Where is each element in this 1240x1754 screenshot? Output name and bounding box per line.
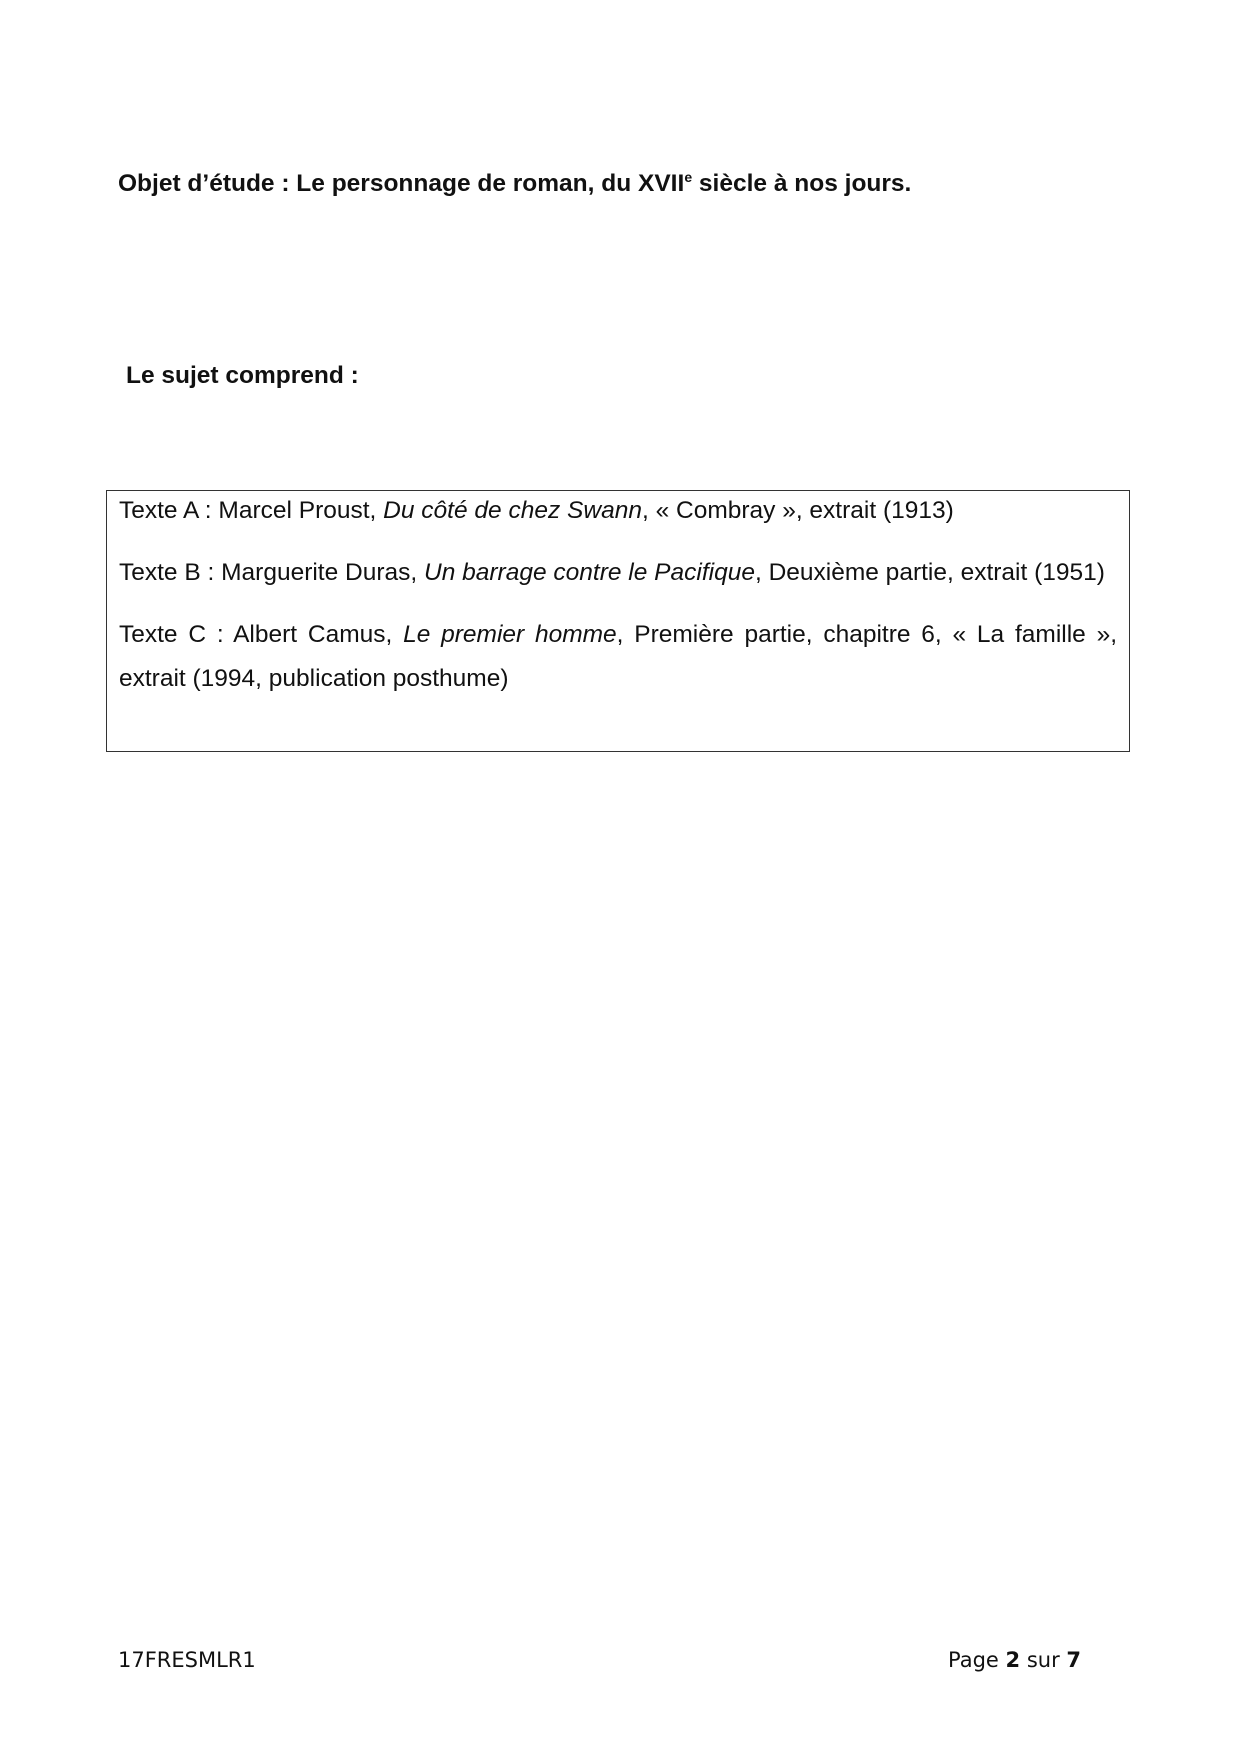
texte-c-entry	[119, 613, 1117, 701]
sujet-title: Le sujet comprend :	[126, 362, 359, 389]
texte-b-title: Un barrage contre le Pacifique	[424, 559, 755, 586]
footer-sur-word: sur	[1020, 1648, 1067, 1672]
texte-a-entry	[119, 489, 1117, 533]
footer-page-total: 7	[1066, 1648, 1082, 1672]
texte-a-title: Du côté de chez Swann	[383, 497, 642, 524]
objet-etude-heading	[118, 170, 911, 198]
texte-c-title: Le premier homme	[403, 621, 617, 648]
texte-b-prefix: Texte B : Marguerite Duras,	[119, 559, 425, 586]
texts-list-box	[106, 490, 1130, 752]
objet-etude-suffix: siècle à nos jours.	[692, 170, 912, 197]
texte-b-entry	[119, 551, 1117, 595]
texte-a-prefix: Texte A : Marcel Proust,	[119, 497, 384, 524]
footer-page-number	[948, 1648, 1081, 1672]
texte-c-prefix: Texte C : Albert Camus,	[119, 621, 404, 648]
footer-page-current: 2	[1005, 1648, 1021, 1672]
texte-b-suffix: , Deuxième partie, extrait (1951)	[754, 559, 1105, 586]
objet-etude-superscript: e	[684, 168, 693, 185]
footer-page-word: Page	[948, 1648, 1006, 1672]
objet-etude-prefix: Objet d’étude : Le personnage de roman, du XVII	[118, 170, 685, 197]
footer-document-code: 17FRESMLR1	[118, 1648, 256, 1672]
texte-a-suffix: , « Combray », extrait (1913)	[641, 497, 954, 524]
texte-c-suffix: , Première partie, chapitre 6, « La famille », extrait (1994, publication posthume)	[119, 621, 1117, 692]
